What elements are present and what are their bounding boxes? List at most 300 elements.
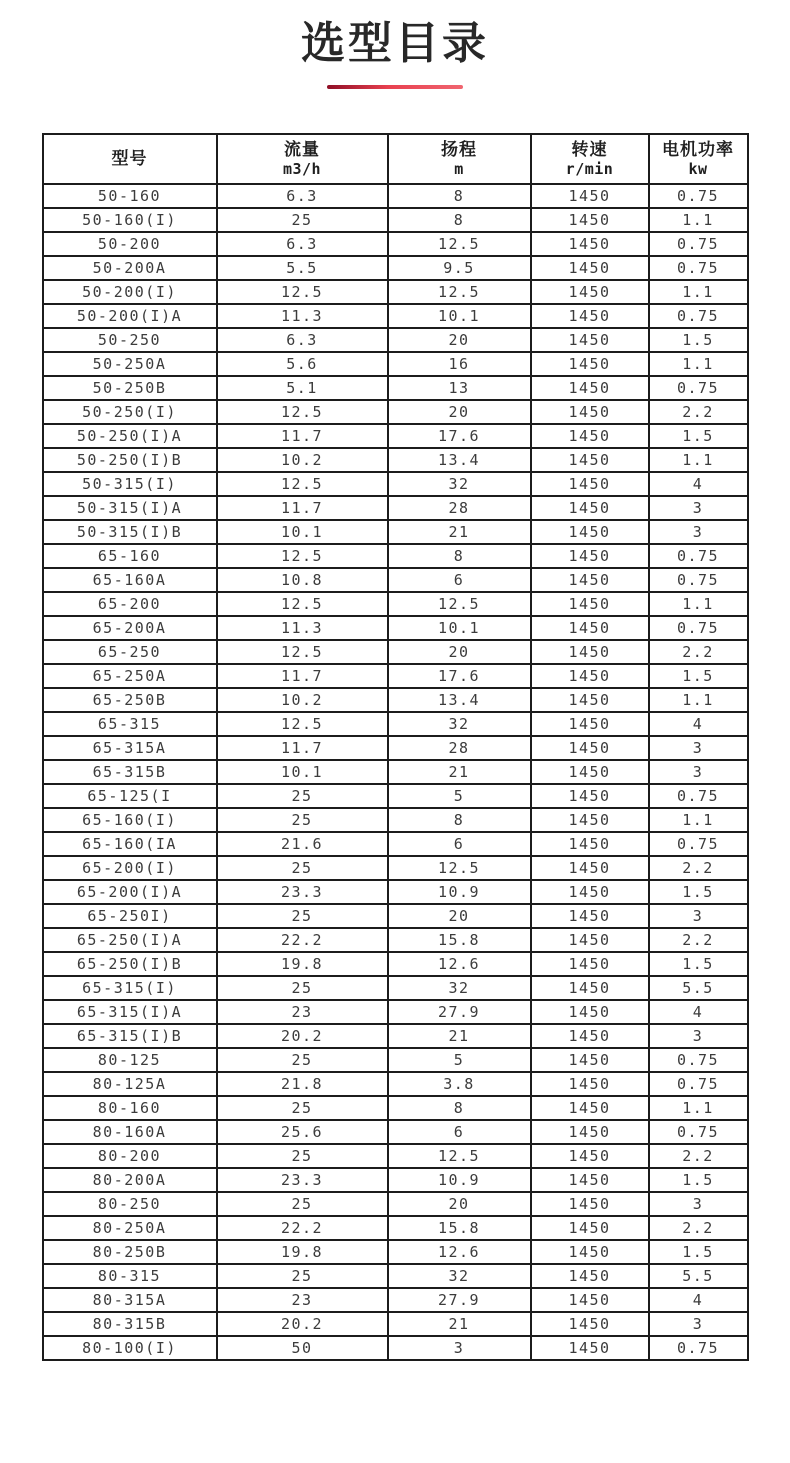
- table-row: [43, 1216, 748, 1240]
- cell-flow: 10.1: [217, 520, 388, 544]
- cell-speed: 1450: [531, 1264, 649, 1288]
- table-row: [43, 304, 748, 328]
- cell-power: 0.75: [649, 1048, 748, 1072]
- cell-model: 65-250A: [43, 664, 217, 688]
- cell-model: 80-160: [43, 1096, 217, 1120]
- cell-model: 65-315: [43, 712, 217, 736]
- cell-flow: 5.6: [217, 352, 388, 376]
- cell-model: 65-315A: [43, 736, 217, 760]
- cell-flow: 50: [217, 1336, 388, 1360]
- cell-head: 21: [388, 1312, 531, 1336]
- cell-model: 50-315(I): [43, 472, 217, 496]
- cell-speed: 1450: [531, 1072, 649, 1096]
- cell-flow: 12.5: [217, 280, 388, 304]
- cell-flow: 12.5: [217, 472, 388, 496]
- cell-flow: 25: [217, 1264, 388, 1288]
- table-row: [43, 184, 748, 208]
- cell-head: 28: [388, 496, 531, 520]
- cell-speed: 1450: [531, 688, 649, 712]
- cell-power: 0.75: [649, 832, 748, 856]
- cell-power: 2.2: [649, 1144, 748, 1168]
- cell-model: 65-250I): [43, 904, 217, 928]
- cell-head: 28: [388, 736, 531, 760]
- table-row: [43, 880, 748, 904]
- cell-speed: 1450: [531, 1312, 649, 1336]
- cell-speed: 1450: [531, 712, 649, 736]
- table-row: [43, 1072, 748, 1096]
- cell-speed: 1450: [531, 400, 649, 424]
- cell-flow: 25: [217, 904, 388, 928]
- cell-speed: 1450: [531, 352, 649, 376]
- cell-speed: 1450: [531, 1216, 649, 1240]
- cell-flow: 25: [217, 856, 388, 880]
- cell-speed: 1450: [531, 1240, 649, 1264]
- cell-flow: 22.2: [217, 928, 388, 952]
- table-row: [43, 1144, 748, 1168]
- cell-head: 21: [388, 760, 531, 784]
- table-row: [43, 592, 748, 616]
- cell-power: 0.75: [649, 304, 748, 328]
- cell-head: 5: [388, 1048, 531, 1072]
- cell-speed: 1450: [531, 880, 649, 904]
- cell-head: 10.9: [388, 1168, 531, 1192]
- cell-model: 80-160A: [43, 1120, 217, 1144]
- cell-head: 10.1: [388, 616, 531, 640]
- cell-head: 20: [388, 640, 531, 664]
- cell-flow: 19.8: [217, 1240, 388, 1264]
- cell-model: 50-250A: [43, 352, 217, 376]
- cell-head: 6: [388, 832, 531, 856]
- table-row: [43, 736, 748, 760]
- cell-speed: 1450: [531, 1024, 649, 1048]
- cell-power: 1.1: [649, 448, 748, 472]
- cell-model: 50-160: [43, 184, 217, 208]
- cell-speed: 1450: [531, 832, 649, 856]
- cell-head: 8: [388, 208, 531, 232]
- cell-head: 27.9: [388, 1000, 531, 1024]
- table-row: [43, 664, 748, 688]
- cell-power: 1.5: [649, 424, 748, 448]
- table-row: [43, 424, 748, 448]
- cell-power: 4: [649, 472, 748, 496]
- cell-power: 3: [649, 496, 748, 520]
- cell-model: 80-250B: [43, 1240, 217, 1264]
- cell-power: 0.75: [649, 1072, 748, 1096]
- cell-head: 12.6: [388, 952, 531, 976]
- cell-flow: 25: [217, 976, 388, 1000]
- cell-speed: 1450: [531, 1168, 649, 1192]
- table-row: [43, 616, 748, 640]
- page-title: 选型目录: [301, 19, 489, 68]
- cell-model: 65-200: [43, 592, 217, 616]
- cell-model: 80-200A: [43, 1168, 217, 1192]
- table-row: [43, 1312, 748, 1336]
- table-body: [43, 184, 748, 1360]
- cell-model: 50-200(I)A: [43, 304, 217, 328]
- cell-speed: 1450: [531, 376, 649, 400]
- cell-flow: 23.3: [217, 1168, 388, 1192]
- cell-speed: 1450: [531, 256, 649, 280]
- cell-power: 3: [649, 520, 748, 544]
- column-unit: m3/h: [282, 160, 322, 179]
- table-row: [43, 928, 748, 952]
- cell-model: 65-200A: [43, 616, 217, 640]
- table-row: [43, 1240, 748, 1264]
- cell-head: 32: [388, 472, 531, 496]
- cell-flow: 5.5: [217, 256, 388, 280]
- selection-table: [42, 133, 749, 1361]
- cell-speed: 1450: [531, 904, 649, 928]
- cell-flow: 25: [217, 1048, 388, 1072]
- cell-head: 8: [388, 544, 531, 568]
- cell-power: 1.1: [649, 352, 748, 376]
- cell-power: 1.1: [649, 808, 748, 832]
- cell-model: 65-160(IA: [43, 832, 217, 856]
- cell-speed: 1450: [531, 544, 649, 568]
- cell-speed: 1450: [531, 448, 649, 472]
- table-row: [43, 520, 748, 544]
- table-row: [43, 1120, 748, 1144]
- cell-power: 0.75: [649, 1120, 748, 1144]
- table-row: [43, 232, 748, 256]
- cell-flow: 11.7: [217, 664, 388, 688]
- cell-head: 16: [388, 352, 531, 376]
- cell-power: 5.5: [649, 1264, 748, 1288]
- cell-head: 13.4: [388, 688, 531, 712]
- cell-model: 80-315: [43, 1264, 217, 1288]
- cell-flow: 11.7: [217, 424, 388, 448]
- cell-speed: 1450: [531, 232, 649, 256]
- column-header-head: [388, 134, 531, 184]
- table-header-row: [43, 134, 748, 184]
- cell-head: 3: [388, 1336, 531, 1360]
- cell-model: 80-250A: [43, 1216, 217, 1240]
- cell-model: 50-250(I)A: [43, 424, 217, 448]
- table-row: [43, 712, 748, 736]
- cell-flow: 10.2: [217, 688, 388, 712]
- cell-power: 3: [649, 1192, 748, 1216]
- cell-flow: 12.5: [217, 544, 388, 568]
- table-row: [43, 376, 748, 400]
- cell-flow: 5.1: [217, 376, 388, 400]
- cell-head: 13: [388, 376, 531, 400]
- table-row: [43, 472, 748, 496]
- cell-head: 10.9: [388, 880, 531, 904]
- cell-flow: 21.8: [217, 1072, 388, 1096]
- cell-power: 0.75: [649, 1336, 748, 1360]
- cell-power: 0.75: [649, 784, 748, 808]
- cell-model: 65-315(I)A: [43, 1000, 217, 1024]
- cell-speed: 1450: [531, 1000, 649, 1024]
- cell-power: 2.2: [649, 856, 748, 880]
- cell-power: 4: [649, 712, 748, 736]
- cell-model: 50-315(I)A: [43, 496, 217, 520]
- column-header-flow: [217, 134, 388, 184]
- cell-flow: 25: [217, 1144, 388, 1168]
- cell-flow: 10.1: [217, 760, 388, 784]
- cell-model: 50-250(I): [43, 400, 217, 424]
- cell-power: 1.5: [649, 328, 748, 352]
- cell-flow: 6.3: [217, 328, 388, 352]
- cell-model: 50-200: [43, 232, 217, 256]
- cell-head: 17.6: [388, 424, 531, 448]
- column-unit: r/min: [565, 160, 614, 179]
- cell-power: 3: [649, 760, 748, 784]
- cell-model: 80-100(I): [43, 1336, 217, 1360]
- cell-model: 65-315B: [43, 760, 217, 784]
- table-row: [43, 352, 748, 376]
- cell-head: 12.5: [388, 232, 531, 256]
- table-row: [43, 448, 748, 472]
- cell-speed: 1450: [531, 472, 649, 496]
- table-row: [43, 1168, 748, 1192]
- cell-power: 3: [649, 904, 748, 928]
- cell-model: 65-160A: [43, 568, 217, 592]
- cell-speed: 1450: [531, 1336, 649, 1360]
- cell-head: 20: [388, 904, 531, 928]
- column-unit: m: [454, 160, 464, 179]
- column-label: 流量: [284, 140, 320, 159]
- cell-speed: 1450: [531, 784, 649, 808]
- cell-speed: 1450: [531, 664, 649, 688]
- table-row: [43, 496, 748, 520]
- table-row: [43, 1000, 748, 1024]
- cell-speed: 1450: [531, 760, 649, 784]
- table-row: [43, 208, 748, 232]
- cell-model: 80-125: [43, 1048, 217, 1072]
- cell-speed: 1450: [531, 208, 649, 232]
- cell-speed: 1450: [531, 952, 649, 976]
- cell-model: 50-315(I)B: [43, 520, 217, 544]
- cell-head: 6: [388, 1120, 531, 1144]
- cell-flow: 6.3: [217, 184, 388, 208]
- cell-flow: 25: [217, 784, 388, 808]
- cell-power: 0.75: [649, 376, 748, 400]
- column-label: 扬程: [441, 140, 477, 159]
- cell-head: 32: [388, 712, 531, 736]
- table-row: [43, 952, 748, 976]
- cell-head: 12.5: [388, 856, 531, 880]
- table-row: [43, 544, 748, 568]
- cell-model: 65-315(I)B: [43, 1024, 217, 1048]
- cell-head: 12.5: [388, 1144, 531, 1168]
- table-header: [43, 134, 748, 184]
- cell-power: 0.75: [649, 184, 748, 208]
- cell-head: 21: [388, 1024, 531, 1048]
- cell-head: 20: [388, 1192, 531, 1216]
- cell-head: 17.6: [388, 664, 531, 688]
- cell-flow: 25: [217, 208, 388, 232]
- cell-power: 3: [649, 1312, 748, 1336]
- table-row: [43, 1288, 748, 1312]
- cell-power: 1.1: [649, 208, 748, 232]
- table-row: [43, 1336, 748, 1360]
- cell-speed: 1450: [531, 424, 649, 448]
- cell-head: 8: [388, 184, 531, 208]
- cell-model: 65-200(I)A: [43, 880, 217, 904]
- cell-power: 3: [649, 736, 748, 760]
- cell-model: 80-125A: [43, 1072, 217, 1096]
- cell-power: 1.5: [649, 1240, 748, 1264]
- cell-power: 0.75: [649, 568, 748, 592]
- cell-power: 1.5: [649, 1168, 748, 1192]
- cell-head: 9.5: [388, 256, 531, 280]
- cell-power: 0.75: [649, 256, 748, 280]
- cell-power: 0.75: [649, 232, 748, 256]
- cell-model: 65-250: [43, 640, 217, 664]
- cell-flow: 6.3: [217, 232, 388, 256]
- table-row: [43, 976, 748, 1000]
- cell-flow: 11.3: [217, 304, 388, 328]
- cell-flow: 23: [217, 1288, 388, 1312]
- cell-speed: 1450: [531, 1192, 649, 1216]
- column-header-power: [649, 134, 748, 184]
- cell-speed: 1450: [531, 304, 649, 328]
- table-row: [43, 256, 748, 280]
- cell-power: 1.1: [649, 592, 748, 616]
- table-row: [43, 904, 748, 928]
- cell-power: 1.1: [649, 688, 748, 712]
- table-row: [43, 784, 748, 808]
- cell-speed: 1450: [531, 1288, 649, 1312]
- table-row: [43, 1264, 748, 1288]
- table-row: [43, 1024, 748, 1048]
- cell-model: 65-125(I: [43, 784, 217, 808]
- cell-model: 65-160(I): [43, 808, 217, 832]
- cell-power: 1.5: [649, 664, 748, 688]
- cell-head: 15.8: [388, 928, 531, 952]
- table-row: [43, 1096, 748, 1120]
- cell-model: 80-200: [43, 1144, 217, 1168]
- cell-power: 0.75: [649, 616, 748, 640]
- cell-speed: 1450: [531, 928, 649, 952]
- column-header-model: [43, 134, 217, 184]
- cell-head: 20: [388, 328, 531, 352]
- cell-model: 65-250(I)B: [43, 952, 217, 976]
- cell-power: 1.1: [649, 280, 748, 304]
- table-row: [43, 688, 748, 712]
- cell-model: 50-200(I): [43, 280, 217, 304]
- cell-head: 20: [388, 400, 531, 424]
- cell-flow: 10.2: [217, 448, 388, 472]
- cell-head: 8: [388, 808, 531, 832]
- cell-model: 50-250B: [43, 376, 217, 400]
- cell-head: 12.6: [388, 1240, 531, 1264]
- table-row: [43, 568, 748, 592]
- cell-speed: 1450: [531, 640, 649, 664]
- cell-power: 2.2: [649, 928, 748, 952]
- cell-power: 4: [649, 1288, 748, 1312]
- table-row: [43, 1192, 748, 1216]
- cell-power: 1.5: [649, 880, 748, 904]
- cell-model: 80-315A: [43, 1288, 217, 1312]
- cell-model: 80-250: [43, 1192, 217, 1216]
- cell-speed: 1450: [531, 808, 649, 832]
- cell-speed: 1450: [531, 1120, 649, 1144]
- cell-flow: 23.3: [217, 880, 388, 904]
- cell-speed: 1450: [531, 328, 649, 352]
- cell-power: 4: [649, 1000, 748, 1024]
- title-underline-decoration: [327, 85, 463, 89]
- cell-power: 3: [649, 1024, 748, 1048]
- cell-model: 50-200A: [43, 256, 217, 280]
- cell-flow: 25: [217, 1096, 388, 1120]
- cell-head: 32: [388, 1264, 531, 1288]
- cell-model: 65-250B: [43, 688, 217, 712]
- cell-flow: 20.2: [217, 1024, 388, 1048]
- cell-flow: 12.5: [217, 712, 388, 736]
- cell-head: 13.4: [388, 448, 531, 472]
- cell-model: 80-315B: [43, 1312, 217, 1336]
- cell-flow: 11.7: [217, 496, 388, 520]
- cell-head: 8: [388, 1096, 531, 1120]
- cell-flow: 25: [217, 808, 388, 832]
- cell-flow: 21.6: [217, 832, 388, 856]
- cell-head: 3.8: [388, 1072, 531, 1096]
- column-unit: kw: [688, 160, 708, 179]
- cell-speed: 1450: [531, 1144, 649, 1168]
- cell-flow: 19.8: [217, 952, 388, 976]
- cell-head: 27.9: [388, 1288, 531, 1312]
- cell-flow: 11.7: [217, 736, 388, 760]
- cell-power: 0.75: [649, 544, 748, 568]
- cell-model: 50-250(I)B: [43, 448, 217, 472]
- cell-head: 32: [388, 976, 531, 1000]
- table-row: [43, 808, 748, 832]
- cell-flow: 12.5: [217, 592, 388, 616]
- cell-speed: 1450: [531, 568, 649, 592]
- cell-flow: 22.2: [217, 1216, 388, 1240]
- cell-speed: 1450: [531, 616, 649, 640]
- column-header-speed: [531, 134, 649, 184]
- cell-model: 65-315(I): [43, 976, 217, 1000]
- cell-speed: 1450: [531, 856, 649, 880]
- table-row: [43, 280, 748, 304]
- cell-model: 50-250: [43, 328, 217, 352]
- cell-head: 12.5: [388, 280, 531, 304]
- cell-flow: 25.6: [217, 1120, 388, 1144]
- cell-speed: 1450: [531, 736, 649, 760]
- cell-head: 12.5: [388, 592, 531, 616]
- cell-speed: 1450: [531, 280, 649, 304]
- cell-flow: 12.5: [217, 640, 388, 664]
- cell-head: 6: [388, 568, 531, 592]
- table-row: [43, 400, 748, 424]
- cell-flow: 25: [217, 1192, 388, 1216]
- table-row: [43, 760, 748, 784]
- cell-head: 15.8: [388, 1216, 531, 1240]
- cell-flow: 23: [217, 1000, 388, 1024]
- cell-speed: 1450: [531, 976, 649, 1000]
- cell-model: 65-200(I): [43, 856, 217, 880]
- cell-model: 65-160: [43, 544, 217, 568]
- cell-power: 2.2: [649, 400, 748, 424]
- column-label: 电机功率: [662, 140, 734, 159]
- cell-power: 2.2: [649, 640, 748, 664]
- cell-flow: 10.8: [217, 568, 388, 592]
- cell-speed: 1450: [531, 1096, 649, 1120]
- cell-power: 1.1: [649, 1096, 748, 1120]
- cell-power: 1.5: [649, 952, 748, 976]
- cell-power: 2.2: [649, 1216, 748, 1240]
- table-row: [43, 328, 748, 352]
- cell-flow: 11.3: [217, 616, 388, 640]
- cell-flow: 20.2: [217, 1312, 388, 1336]
- cell-flow: 12.5: [217, 400, 388, 424]
- cell-speed: 1450: [531, 592, 649, 616]
- cell-head: 5: [388, 784, 531, 808]
- cell-head: 10.1: [388, 304, 531, 328]
